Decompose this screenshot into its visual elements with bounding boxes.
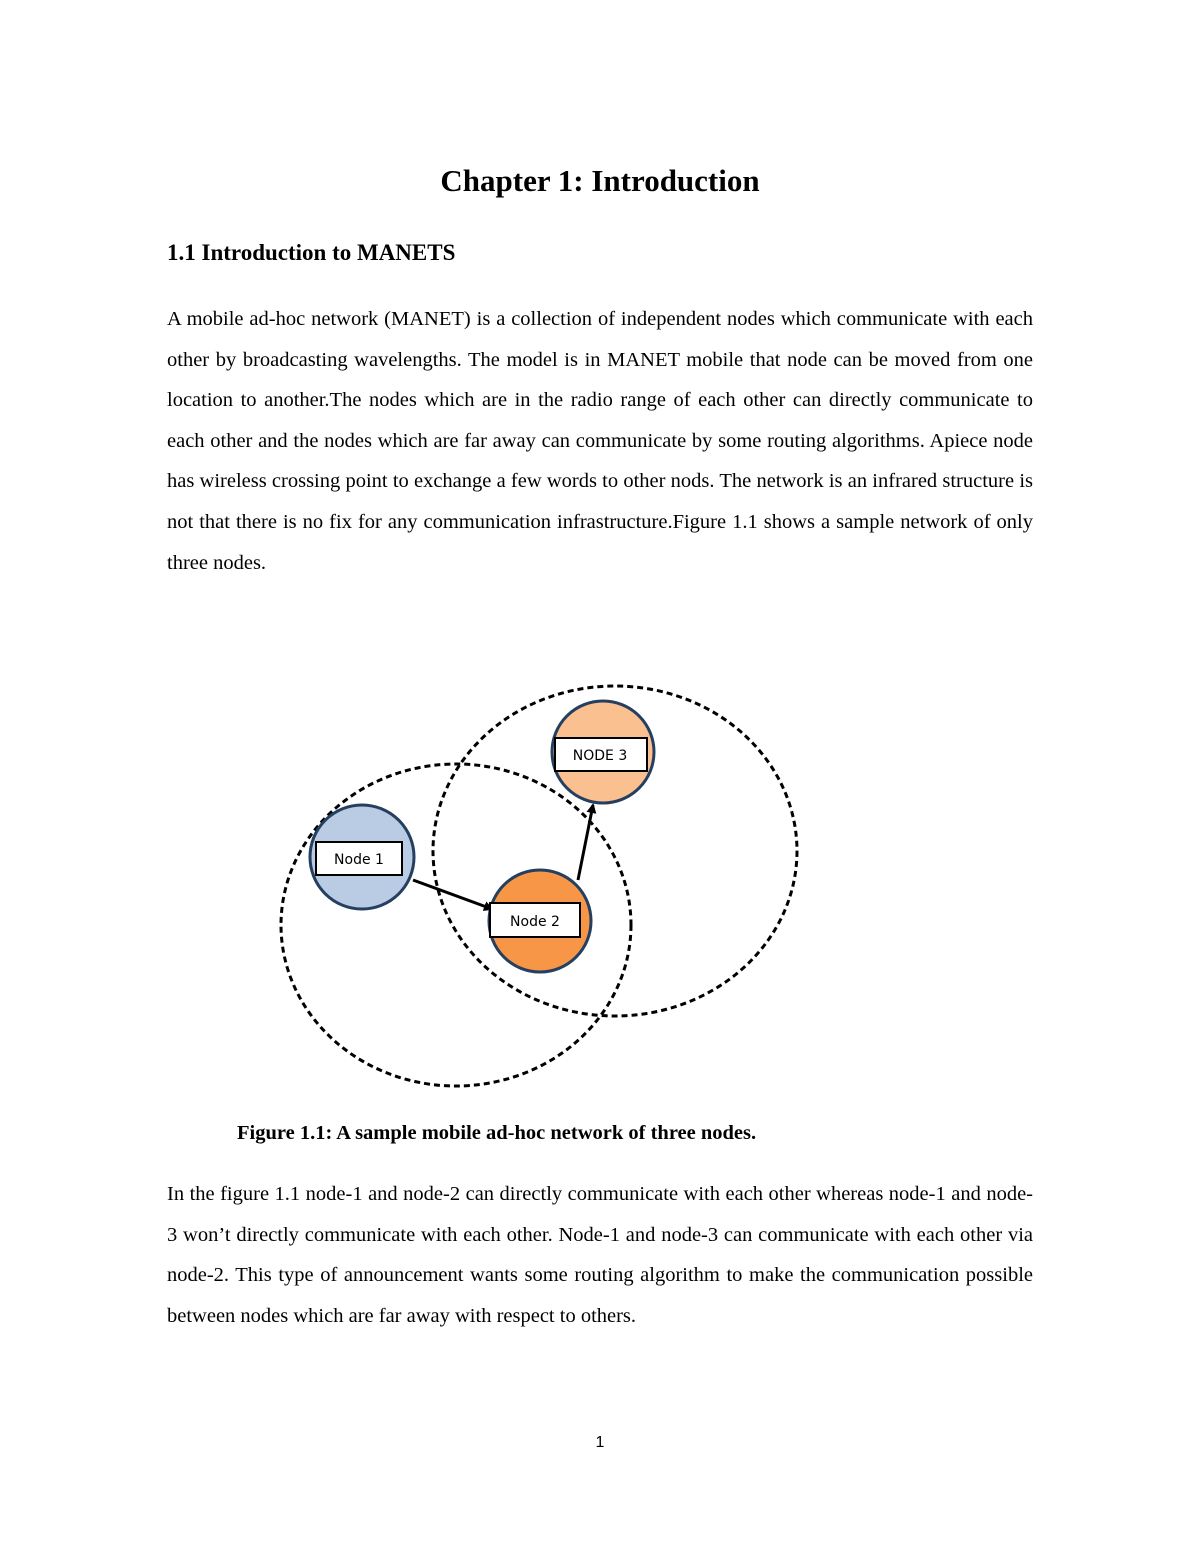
node-2-label: Node 2 <box>510 914 560 930</box>
figure-caption: Figure 1.1: A sample mobile ad-hoc network of three nodes. <box>237 1122 757 1144</box>
chapter-title: Chapter 1: Introduction <box>440 163 760 198</box>
section-heading: 1.1 Introduction to MANETS <box>167 240 456 265</box>
explanation-paragraph: In the figure 1.1 node-1 and node-2 can directly communicate with each other whereas node-1 and node-3 won’t directly communicate with each other. Node-1 and node-3 can communicate with each other via node-2. This type of announcement wants some routing algorithm to make the communication possible between nodes which are far away with respect to others. <box>167 1183 1033 1327</box>
node-2 <box>489 870 591 972</box>
link-node1-to-node2-arrow <box>413 880 492 909</box>
node-1-label: Node 1 <box>334 852 384 868</box>
node-3 <box>552 701 654 803</box>
intro-paragraph: A mobile ad-hoc network (MANET) is a collection of independent nodes which communicate with each other by broadcasting wavelengths. The model is in MANET mobile that node can be moved from one location to another.The nodes which are in the radio range of each other can directly communicate to each other and the nodes which are far away can communicate by some routing algorithms. Apiece node has wireless crossing point to exchange a few words to other nods. The network is an infrared structure is not that there is no fix for any communication infrastructure.Figure 1.1 shows a sample network of only three nodes. <box>167 308 1033 574</box>
node-3-label: NODE 3 <box>572 748 628 764</box>
page-number: 1 <box>595 1434 605 1451</box>
node-1 <box>310 805 414 909</box>
